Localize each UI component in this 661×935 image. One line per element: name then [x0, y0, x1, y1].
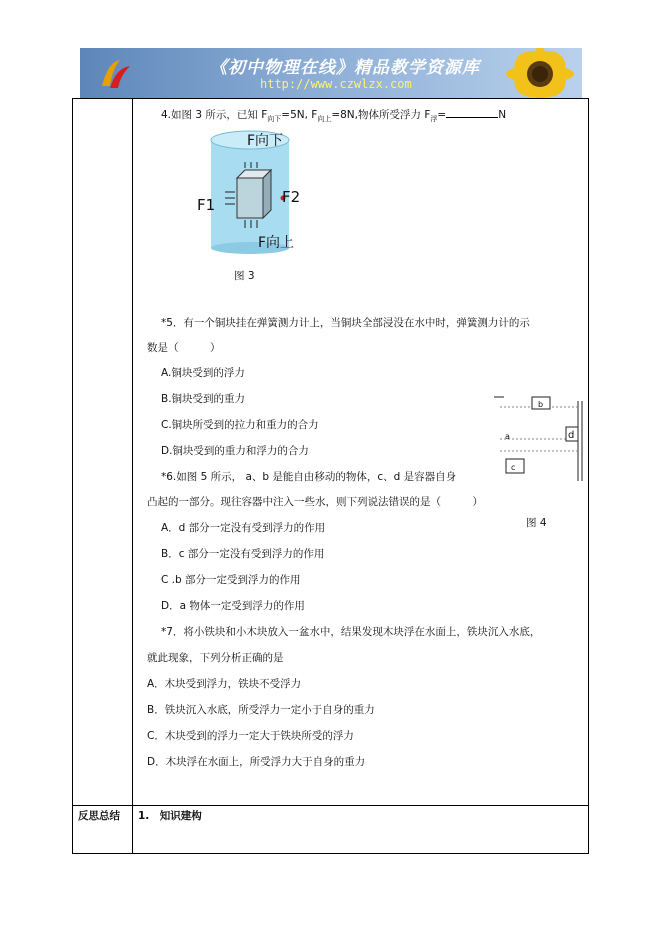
q5-option-b: B.铜块受到的重力: [161, 393, 246, 405]
q7-option-a: A．木块受到浮力，铁块不受浮力: [147, 678, 302, 690]
q6-stem-line1: *6.如图 5 所示， a、b 是能自由移动的物体，c、d 是容器自身: [161, 471, 457, 483]
figure-4-label-c: c: [511, 463, 516, 472]
reflection-item: 1. 知识建构: [138, 810, 202, 822]
figure-4-label-d: d: [568, 430, 575, 441]
q7-stem-line2: 就此现象，下列分析正确的是: [147, 652, 284, 664]
logo-icon: [98, 56, 134, 92]
q6-option-a: A．d 部分一定没有受到浮力的作用: [161, 522, 326, 534]
q7-option-c: C．木块受到的浮力一定大于铁块所受的浮力: [147, 730, 354, 742]
banner-title: 《初中物理在线》精品教学资源库: [210, 58, 480, 78]
q6-option-d: D．a 物体一定受到浮力的作用: [161, 600, 305, 612]
row-divider: [73, 805, 588, 806]
q5-option-a: A.铜块受到的浮力: [161, 367, 245, 379]
figure-3-label-bottom: F向上: [258, 235, 295, 251]
q7-stem-line1: *7．将小铁块和小木块放入一盆水中，结果发现木块浮在水面上，铁块沉入水底，: [161, 626, 541, 638]
sunflower-icon: [490, 48, 580, 98]
q5-option-c: C.铜块所受到的拉力和重力的合力: [161, 419, 319, 431]
figure-4-caption: 图 4: [526, 517, 547, 529]
figure-3-label-top: F向下: [247, 133, 284, 149]
q4-answer-blank[interactable]: [446, 107, 498, 118]
q5-stem-line1: *5．有一个铜块挂在弹簧测力计上，当铜块全部浸没在水中时，弹簧测力计的示: [161, 317, 530, 329]
q6-stem-line2: 凸起的一部分。现往容器中注入一些水，则下列说法错误的是（ ）: [147, 496, 483, 508]
figure-4-label-a: a: [505, 432, 510, 441]
q7-option-b: B．铁块沉入水底，所受浮力一定小于自身的重力: [147, 704, 375, 716]
q4-text: 4.如图 3 所示，已知 $F_{向下}=5N$, $F_{向上}=8N$,物体所受浮力 $F_浮= N$: [161, 109, 507, 124]
figure-4-label-b: b: [538, 400, 544, 409]
column-divider: [132, 99, 133, 853]
reflection-label: 反思总结: [78, 810, 120, 822]
figure-3-label-right: F2: [282, 188, 301, 206]
q6-option-b: B．c 部分一定没有受到浮力的作用: [161, 548, 325, 560]
banner-url[interactable]: http://www.czwlzx.com: [260, 77, 412, 91]
q6-option-c: C .b 部分一定受到浮力的作用: [161, 574, 301, 586]
figure-3-caption: 图 3: [234, 270, 255, 282]
header-banner: [80, 48, 582, 98]
figure-3-label-left: F1: [197, 196, 216, 214]
q5-option-d: D.铜块受到的重力和浮力的合力: [161, 445, 309, 457]
q5-stem-line2: 数是（ ）: [147, 342, 221, 354]
q7-option-d: D．木块浮在水面上，所受浮力大于自身的重力: [147, 756, 366, 768]
